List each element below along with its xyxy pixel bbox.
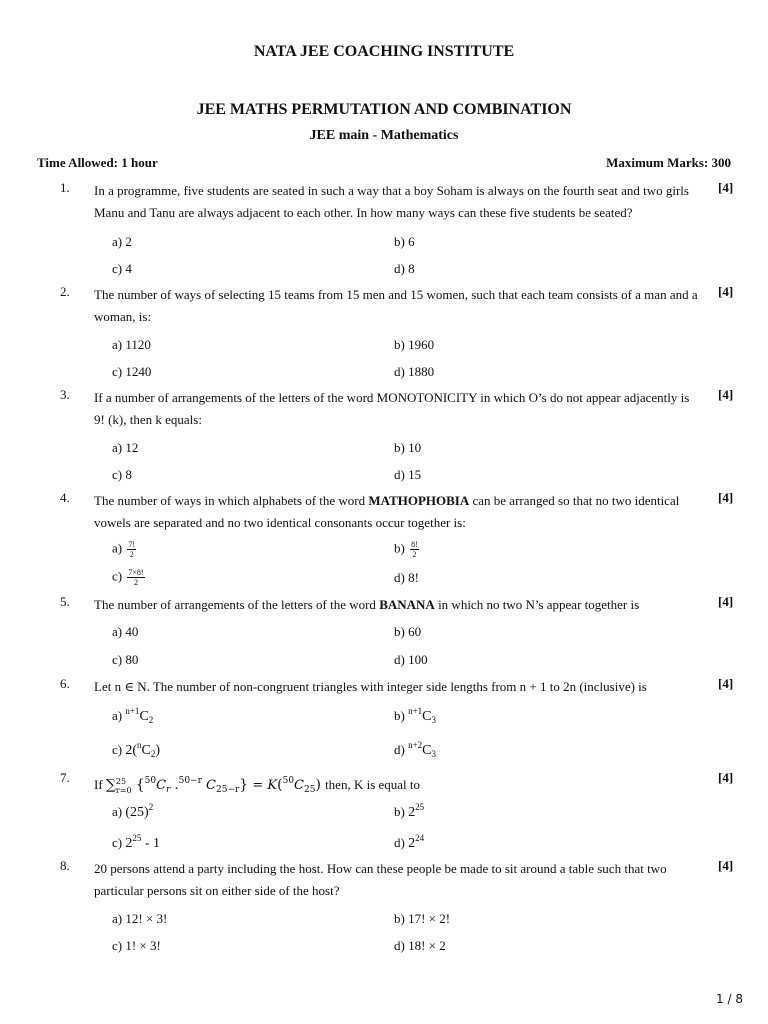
question-number: 1.	[60, 180, 70, 195]
question-text	[94, 594, 699, 616]
term2-subscript: 25−r	[216, 785, 240, 795]
institute-name: NATA JEE COACHING INSTITUTE	[253, 43, 515, 60]
option-d	[394, 740, 436, 759]
question-number: 2.	[60, 284, 70, 299]
question-text: 20 persons attend a party including the host. How can these people be made to sit around a table such that two particular persons sit on either side of the host?	[94, 861, 667, 898]
option-d: d) 8	[394, 261, 415, 276]
option-a: a) 40	[112, 624, 139, 639]
rhs-subscript: 25	[304, 785, 316, 795]
question-text-part: in which no two N’s appear together is	[438, 597, 640, 612]
power-base: 2	[408, 805, 416, 820]
option-d: d) 100	[394, 652, 428, 667]
question-text: Let n ∈ N. The number of non-congruent triangles with integer side lengths from n + 1 to 2n (inclusive) is	[94, 679, 647, 694]
term1-superscript: 50	[144, 776, 157, 786]
left-paren: (	[277, 777, 283, 793]
denominator: 2	[129, 550, 134, 559]
question-number: 3.	[60, 387, 70, 402]
option-b	[394, 540, 419, 559]
denominator: 2	[412, 550, 417, 559]
numerator: 8!	[411, 540, 418, 549]
power-exponent: 25	[132, 833, 142, 843]
sum-limits	[116, 777, 132, 795]
sum-lower-limit: r=0	[115, 785, 132, 795]
question-text-part: can be arranged so that no two identical vowels are separated and no two identical consonants occur together is:	[94, 493, 680, 530]
question-number: 8.	[60, 858, 70, 873]
question-text-part: The number of ways in which alphabets of the word	[94, 493, 366, 508]
question-marks: [4]	[718, 490, 734, 505]
paper-title: JEE MATHS PERMUTATION AND COMBINATION	[196, 101, 572, 118]
option-b: b) 10	[394, 440, 422, 455]
option-label: b)	[394, 804, 405, 819]
question-marks: [4]	[718, 594, 734, 609]
option-c: c) 80	[112, 652, 139, 667]
expression-suffix: )	[155, 743, 161, 758]
question-text-part: The number of arrangements of the letters of the word	[94, 597, 376, 612]
combination-superscript: n+1	[408, 706, 423, 716]
question-number: 5.	[60, 594, 70, 609]
combination-superscript: n	[137, 740, 142, 750]
dot-operator: .	[174, 778, 179, 793]
option-label: c)	[112, 835, 123, 850]
question-marks: [4]	[718, 180, 734, 195]
option-label: a)	[112, 540, 123, 556]
option-label: d)	[394, 835, 405, 850]
sum-upper-limit: 25	[115, 776, 127, 786]
combination-symbol: C	[422, 743, 432, 758]
combination-subscript: 2	[150, 749, 156, 759]
combination-symbol: C	[422, 709, 432, 724]
option-a: a) 12	[112, 440, 139, 455]
combination-subscript: 3	[431, 749, 437, 759]
combination-subscript: 3	[431, 715, 437, 725]
question-marks: [4]	[718, 387, 734, 402]
option-a: a) 1120	[112, 337, 151, 352]
option-label: a)	[112, 804, 123, 819]
question-text: If a number of arrangements of the letters of the word MONOTONICITY in which O’s do not appear adjacently is 9! (k), then k equals:	[94, 390, 690, 427]
option-a	[112, 540, 136, 559]
rhs-superscript: 50	[282, 776, 295, 786]
option-b: b) 60	[394, 624, 422, 639]
question-keyword: MATHOPHOBIA	[368, 493, 470, 508]
question-keyword: BANANA	[379, 597, 435, 612]
option-a	[112, 706, 153, 725]
fraction	[127, 540, 136, 559]
left-brace: {	[135, 777, 145, 793]
power-base: (25)	[125, 805, 149, 820]
power-exponent: 24	[415, 833, 425, 843]
option-d	[394, 833, 424, 852]
fraction	[127, 568, 144, 587]
right-paren: )	[315, 777, 321, 793]
fraction	[410, 540, 419, 559]
option-d: d) 8!	[394, 570, 419, 585]
option-b: b) 6	[394, 234, 415, 249]
paper-subtitle: JEE main - Mathematics	[309, 128, 459, 143]
combination-subscript: 2	[148, 715, 154, 725]
rhs-symbol: C	[294, 778, 304, 793]
option-label: b)	[394, 540, 405, 556]
option-b	[394, 802, 424, 821]
combination-superscript: n+2	[408, 740, 423, 750]
option-label: c)	[112, 568, 123, 584]
equals-sign: =	[252, 778, 264, 793]
question-marks: [4]	[718, 858, 734, 873]
option-b	[394, 706, 436, 725]
page-number: 1 / 8	[716, 992, 743, 1006]
option-b: b) 17! × 2!	[394, 911, 451, 926]
option-a: a) 2	[112, 234, 132, 249]
question-text: In a programme, five students are seated in such a way that a boy Soham is always on the fourth seat and two girls Manu and Tanu are always adjacent to each other. In how many ways can these five students be seated?	[94, 183, 689, 220]
question-text-part: If	[94, 777, 103, 792]
option-c: c) 8	[112, 467, 132, 482]
rhs-constant: K	[267, 778, 278, 793]
option-b: b) 1960	[394, 337, 435, 352]
option-a	[112, 802, 153, 821]
question-text	[94, 770, 699, 801]
option-label: a)	[112, 708, 123, 723]
question-number: 7.	[60, 770, 70, 785]
option-label: c)	[112, 742, 123, 757]
combination-superscript: n+1	[125, 706, 140, 716]
question-text	[94, 490, 699, 534]
power-exponent: 2	[148, 802, 154, 812]
option-label: d)	[394, 742, 405, 757]
option-c	[112, 568, 145, 587]
option-label: b)	[394, 708, 405, 723]
question-text: The number of ways of selecting 15 teams from 15 men and 15 women, such that each team consists of a man and a woman, is:	[94, 287, 698, 324]
question-marks: [4]	[718, 284, 734, 299]
sigma-symbol: ∑	[105, 777, 116, 793]
question-text-part: then, K is equal to	[325, 777, 421, 792]
option-c	[112, 740, 160, 759]
question-number: 4.	[60, 490, 70, 505]
combination-symbol: C	[139, 709, 149, 724]
power-exponent: 25	[415, 802, 425, 812]
question-marks: [4]	[718, 770, 734, 785]
combination-symbol: C	[141, 743, 151, 758]
question-marks: [4]	[718, 676, 734, 691]
option-a: a) 12! × 3!	[112, 911, 168, 926]
summation-expression	[106, 778, 325, 793]
option-c	[112, 833, 160, 852]
option-d: d) 1880	[394, 364, 435, 379]
question-number: 6.	[60, 676, 70, 691]
option-c: c) 1! × 3!	[112, 938, 161, 953]
expression-suffix: - 1	[141, 836, 161, 851]
time-allowed: Time Allowed: 1 hour	[37, 155, 158, 170]
maximum-marks: Maximum Marks: 300	[606, 155, 731, 170]
power-base: 2	[125, 836, 133, 851]
power-base: 2	[408, 836, 416, 851]
option-d: d) 15	[394, 467, 422, 482]
term2-symbol: C	[206, 778, 216, 793]
right-brace: }	[239, 777, 249, 793]
numerator: 7×8!	[128, 568, 144, 577]
term1-symbol: C	[156, 778, 167, 793]
denominator: 2	[133, 578, 138, 587]
numerator: 7!	[128, 540, 136, 549]
expression-prefix: 2(	[125, 743, 138, 758]
option-c: c) 4	[112, 261, 132, 276]
option-c: c) 1240	[112, 364, 152, 379]
term1-subscript: r	[166, 785, 171, 795]
term2-superscript: 50−r	[178, 776, 202, 786]
option-d: d) 18! × 2	[394, 938, 446, 953]
